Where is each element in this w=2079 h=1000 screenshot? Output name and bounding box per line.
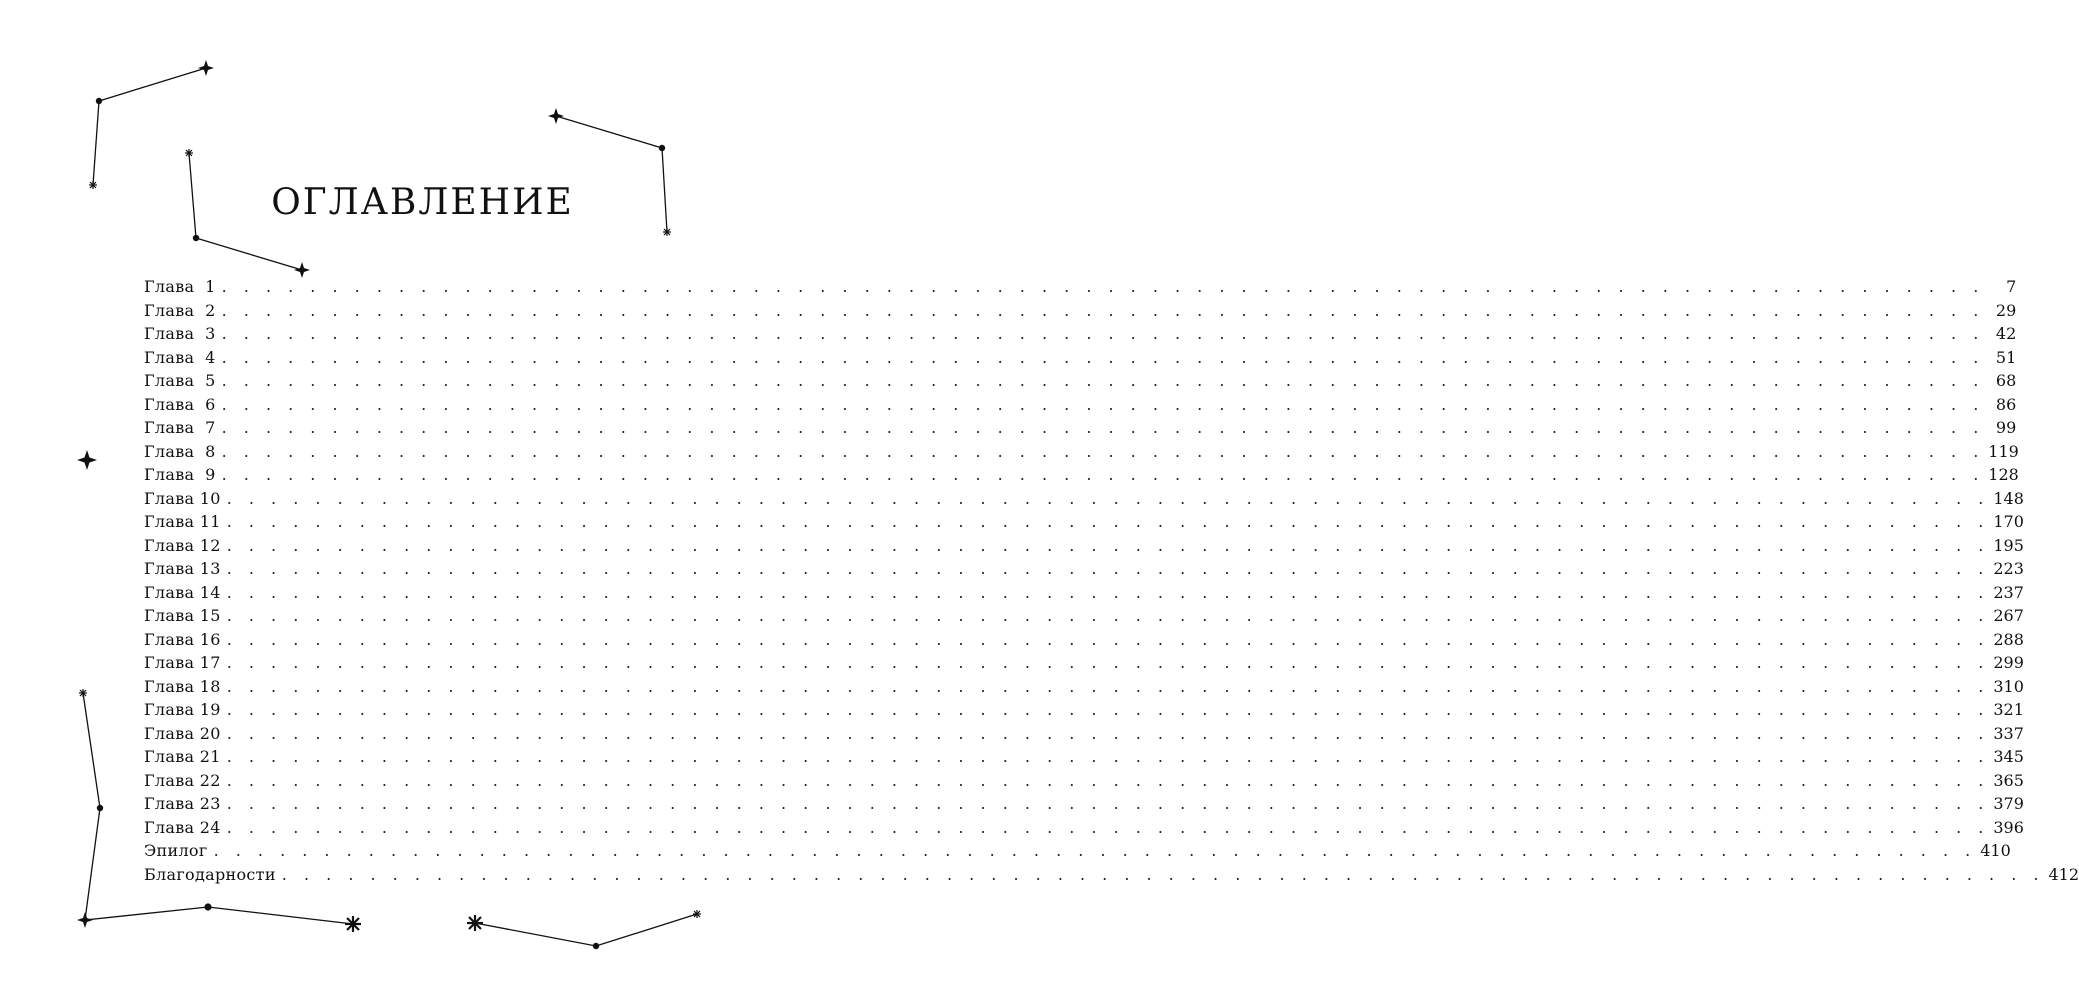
sparkle-star-icon	[77, 912, 93, 928]
toc-entry	[144, 722, 2024, 746]
sparkle-star-icon	[548, 108, 564, 124]
toc-dot-leader: . . . . . . . . . . . . . . . . . . . . . . . . . . . . . . . . . . . . . . . . . . . . . . . . . . . . . . . . . . . . . . . . . . . . . . . . . . . . . . . .	[226, 606, 1990, 625]
toc-dot-leader: . . . . . . . . . . . . . . . . . . . . . . . . . . . . . . . . . . . . . . . . . . . . . . . . . . . . . . . . . . . . . . . . . . . . . . . . . . . . . . . .	[221, 300, 1985, 320]
toc-dot-leader: . . . . . . . . . . . . . . . . . . . . . . . . . . . . . . . . . . . . . . . . . . . . . . . . . . . . . . . . . . . . . . . . . . . . . . . . . . . . . . . .	[213, 841, 1977, 860]
toc-dot-leader: . . . . . . . . . . . . . . . . . . . . . . . . . . . . . . . . . . . . . . . . . . . . . . . . . . . . . . . . . . . . . . . . . . . . . . . . . . . . . . . .	[226, 817, 1990, 837]
toc-dot-leader: . . . . . . . . . . . . . . . . . . . . . . . . . . . . . . . . . . . . . . . . . . . . . . . . . . . . . . . . . . . . . . . . . . . . . . . . . . . . . . . .	[221, 324, 1985, 343]
star-dot-icon	[204, 903, 211, 910]
toc-entry-label: Глава 15	[144, 604, 227, 628]
toc-entry	[144, 769, 2024, 793]
toc-dot-leader: . . . . . . . . . . . . . . . . . . . . . . . . . . . . . . . . . . . . . . . . . . . . . . . . . . . . . . . . . . . . . . . . . . . . . . . . . . . . . . . .	[226, 794, 1990, 813]
toc-entry	[144, 534, 2024, 558]
toc-entry-page-number: 396	[1989, 816, 2024, 840]
toc-dot-leader: . . . . . . . . . . . . . . . . . . . . . . . . . . . . . . . . . . . . . . . . . . . . . . . . . . . . . . . . . . . . . . . . . . . . . . . . . . . . . . . .	[226, 488, 1990, 508]
toc-entry-label: Глава 18	[144, 675, 227, 699]
toc-entry-label: Глава 7	[144, 416, 222, 440]
star-dot-icon	[96, 98, 102, 104]
toc-dot-leader: . . . . . . . . . . . . . . . . . . . . . . . . . . . . . . . . . . . . . . . . . . . . . . . . . . . . . . . . . . . . . . . . . . . . . . . . . . . . . . . .	[226, 700, 1990, 719]
burst-star-icon	[345, 916, 361, 932]
constellation-top-left-icon	[93, 68, 206, 185]
toc-dot-leader: . . . . . . . . . . . . . . . . . . . . . . . . . . . . . . . . . . . . . . . . . . . . . . . . . . . . . . . . . . . . . . . . . . . . . . . . . . . . . . . .	[221, 465, 1985, 484]
toc-entry	[144, 604, 2024, 628]
toc-entry-page-number: 68	[1984, 369, 2016, 393]
toc-entry-page-number: 42	[1984, 322, 2016, 346]
toc-entry-page-number: 337	[1989, 722, 2024, 746]
toc-entry-page-number: 321	[1989, 698, 2024, 722]
star-dot-icon	[593, 943, 599, 949]
toc-entry-label: Эпилог	[144, 839, 214, 863]
toc-entry-page-number: 170	[1989, 510, 2024, 534]
toc-entry-label: Глава 1	[144, 275, 222, 299]
toc-entry-page-number: 223	[1989, 557, 2024, 581]
toc-entry-label: Глава 10	[144, 487, 227, 511]
toc-entry-page-number: 410	[1976, 839, 2011, 863]
toc-entry-label: Глава 16	[144, 628, 227, 652]
toc-entry-page-number: 148	[1989, 487, 2024, 511]
toc-dot-leader: . . . . . . . . . . . . . . . . . . . . . . . . . . . . . . . . . . . . . . . . . . . . . . . . . . . . . . . . . . . . . . . . . . . . . . . . . . . . . . . .	[221, 347, 1985, 367]
toc-dot-leader: . . . . . . . . . . . . . . . . . . . . . . . . . . . . . . . . . . . . . . . . . . . . . . . . . . . . . . . . . . . . . . . . . . . . . . . . . . . . . . . .	[221, 277, 1985, 296]
toc-entry	[144, 416, 2017, 440]
toc-entry-page-number: 195	[1989, 534, 2024, 558]
toc-entry-label: Глава 12	[144, 534, 227, 558]
toc-entry	[144, 346, 2017, 370]
toc-dot-leader: . . . . . . . . . . . . . . . . . . . . . . . . . . . . . . . . . . . . . . . . . . . . . . . . . . . . . . . . . . . . . . . . . . . . . . . . . . . . . . . .	[226, 535, 1990, 555]
toc-dot-leader: . . . . . . . . . . . . . . . . . . . . . . . . . . . . . . . . . . . . . . . . . . . . . . . . . . . . . . . . . . . . . . . . . . . . . . . . . . . . . . . .	[226, 747, 1990, 766]
toc-entry-label: Глава 23	[144, 792, 227, 816]
toc-entry-label: Глава 14	[144, 581, 227, 605]
toc-entry-label: Глава 3	[144, 322, 222, 346]
toc-entry-page-number: 379	[1989, 792, 2024, 816]
toc-entry-label: Глава 20	[144, 722, 227, 746]
toc-entry-page-number: 365	[1989, 769, 2024, 793]
toc-entry-page-number: 51	[1984, 346, 2016, 370]
toc-dot-leader: . . . . . . . . . . . . . . . . . . . . . . . . . . . . . . . . . . . . . . . . . . . . . . . . . . . . . . . . . . . . . . . . . . . . . . . . . . . . . . . .	[281, 864, 2045, 884]
toc-entry	[144, 393, 2017, 417]
asterisk-star-icon	[79, 689, 87, 697]
toc-entry	[144, 463, 2019, 487]
toc-entry	[144, 839, 2011, 863]
toc-entry-label: Глава 22	[144, 769, 227, 793]
toc-entry	[144, 487, 2024, 511]
toc-entry	[144, 792, 2024, 816]
toc-entry-page-number: 267	[1989, 604, 2024, 628]
toc-entry-page-number: 237	[1989, 581, 2024, 605]
sparkle-star-icon	[198, 60, 214, 76]
toc-entry-label: Глава 8	[144, 440, 222, 464]
toc-entry	[144, 675, 2024, 699]
toc-dot-leader: . . . . . . . . . . . . . . . . . . . . . . . . . . . . . . . . . . . . . . . . . . . . . . . . . . . . . . . . . . . . . . . . . . . . . . . . . . . . . . . .	[226, 582, 1990, 602]
sparkle-star-icon	[77, 450, 97, 470]
toc-dot-leader: . . . . . . . . . . . . . . . . . . . . . . . . . . . . . . . . . . . . . . . . . . . . . . . . . . . . . . . . . . . . . . . . . . . . . . . . . . . . . . . .	[221, 441, 1985, 461]
toc-entry-page-number: 345	[1989, 745, 2024, 769]
toc-entry-page-number: 288	[1989, 628, 2024, 652]
toc-entry-label: Глава 6	[144, 393, 222, 417]
toc-entry	[144, 581, 2024, 605]
toc-dot-leader: . . . . . . . . . . . . . . . . . . . . . . . . . . . . . . . . . . . . . . . . . . . . . . . . . . . . . . . . . . . . . . . . . . . . . . . . . . . . . . . .	[226, 559, 1990, 578]
toc-entry-label: Глава 24	[144, 816, 227, 840]
toc-entry	[144, 510, 2024, 534]
toc-entry	[144, 816, 2024, 840]
toc-dot-leader: . . . . . . . . . . . . . . . . . . . . . . . . . . . . . . . . . . . . . . . . . . . . . . . . . . . . . . . . . . . . . . . . . . . . . . . . . . . . . . . .	[221, 418, 1985, 437]
star-dot-icon	[659, 145, 665, 151]
toc-dot-leader: . . . . . . . . . . . . . . . . . . . . . . . . . . . . . . . . . . . . . . . . . . . . . . . . . . . . . . . . . . . . . . . . . . . . . . . . . . . . . . . .	[226, 512, 1990, 531]
toc-entry	[144, 322, 2017, 346]
toc-dot-leader: . . . . . . . . . . . . . . . . . . . . . . . . . . . . . . . . . . . . . . . . . . . . . . . . . . . . . . . . . . . . . . . . . . . . . . . . . . . . . . . .	[226, 770, 1990, 790]
toc-dot-leader: . . . . . . . . . . . . . . . . . . . . . . . . . . . . . . . . . . . . . . . . . . . . . . . . . . . . . . . . . . . . . . . . . . . . . . . . . . . . . . . .	[221, 371, 1985, 390]
toc-entry-page-number: 310	[1989, 675, 2024, 699]
toc-entry-label: Глава 13	[144, 557, 227, 581]
toc-entry-page-number: 412	[2044, 863, 2079, 887]
toc-dot-leader: . . . . . . . . . . . . . . . . . . . . . . . . . . . . . . . . . . . . . . . . . . . . . . . . . . . . . . . . . . . . . . . . . . . . . . . . . . . . . . . .	[221, 394, 1985, 414]
toc-entry	[144, 863, 2079, 887]
asterisk-star-icon	[693, 910, 701, 918]
toc-entry	[144, 651, 2024, 675]
toc-entry-label: Глава 9	[144, 463, 222, 487]
toc-entry	[144, 745, 2024, 769]
toc-entry-page-number: 7	[1984, 275, 2016, 299]
asterisk-star-icon	[185, 149, 193, 157]
toc-entry-label: Глава 21	[144, 745, 227, 769]
toc-entry-page-number: 299	[1989, 651, 2024, 675]
burst-star-icon	[467, 915, 483, 931]
toc-entry-page-number: 29	[1984, 299, 2016, 323]
page-title: ОГЛАВЛЕНИЕ	[271, 182, 574, 223]
toc-entry-page-number: 86	[1984, 393, 2016, 417]
toc-entry-label: Благодарности	[144, 863, 282, 887]
toc-entry-label: Глава 2	[144, 299, 222, 323]
toc-entry-label: Глава 11	[144, 510, 227, 534]
toc-entry-page-number: 128	[1984, 463, 2019, 487]
toc-entry-label: Глава 5	[144, 369, 222, 393]
toc-dot-leader: . . . . . . . . . . . . . . . . . . . . . . . . . . . . . . . . . . . . . . . . . . . . . . . . . . . . . . . . . . . . . . . . . . . . . . . . . . . . . . . .	[226, 723, 1990, 743]
toc-entry-label: Глава 17	[144, 651, 227, 675]
toc-entry-page-number: 119	[1984, 440, 2019, 464]
toc-entry-label: Глава 4	[144, 346, 222, 370]
constellation-bottom-right-icon	[475, 914, 697, 946]
toc-entry	[144, 440, 2019, 464]
toc-dot-leader: . . . . . . . . . . . . . . . . . . . . . . . . . . . . . . . . . . . . . . . . . . . . . . . . . . . . . . . . . . . . . . . . . . . . . . . . . . . . . . . .	[226, 676, 1990, 696]
table-of-contents	[144, 275, 2079, 886]
star-dot-icon	[97, 805, 103, 811]
toc-dot-leader: . . . . . . . . . . . . . . . . . . . . . . . . . . . . . . . . . . . . . . . . . . . . . . . . . . . . . . . . . . . . . . . . . . . . . . . . . . . . . . . .	[226, 629, 1990, 649]
toc-entry-page-number: 99	[1984, 416, 2016, 440]
toc-entry-label: Глава 19	[144, 698, 227, 722]
toc-entry	[144, 557, 2024, 581]
toc-entry	[144, 299, 2017, 323]
toc-entry	[144, 369, 2017, 393]
toc-entry	[144, 698, 2024, 722]
toc-entry	[144, 275, 2017, 299]
toc-dot-leader: . . . . . . . . . . . . . . . . . . . . . . . . . . . . . . . . . . . . . . . . . . . . . . . . . . . . . . . . . . . . . . . . . . . . . . . . . . . . . . . .	[226, 653, 1990, 672]
star-dot-icon	[193, 235, 199, 241]
asterisk-star-icon	[663, 228, 671, 236]
toc-entry	[144, 628, 2024, 652]
